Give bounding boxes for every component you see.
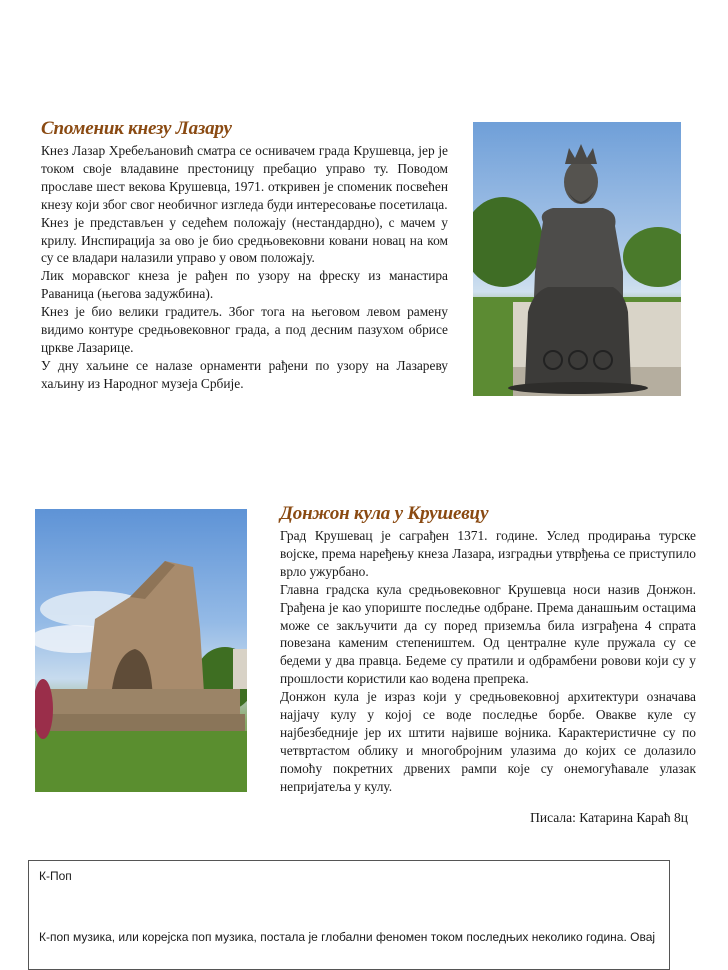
donjon-heading: Донжон кула у Крушевцу: [280, 503, 489, 524]
lazar-paragraph: Лик моравског кнеза је рађен по узору на фреску из манастира Раваница (његова задужбина).: [41, 268, 448, 302]
lazar-paragraph: Кнез је представљен у седећем положају (нестандардно), с мачем у крилу. Инспирација за ово је био средњовековни ковани новац на ком су се владари налазили управо у овом положају.: [41, 214, 448, 266]
kpop-text-box: [28, 860, 670, 970]
lazar-heading: Споменик кнезу Лазару: [41, 118, 232, 139]
kpop-title: К-Поп: [39, 869, 72, 883]
donjon-tower-photo: [35, 509, 247, 792]
tower-illustration: [35, 509, 247, 792]
lazar-section: [41, 118, 448, 393]
donjon-section: [280, 503, 696, 796]
statue-illustration: [473, 122, 681, 396]
author-signature: Писала: Катарина Караћ 8ц: [530, 810, 688, 825]
kpop-paragraph: К-поп музика, или корејска поп музика, постала је глобални феномен током последњих неколико година. Овај: [39, 930, 656, 944]
donjon-paragraph: Главна градска кула средњовековног Крушевца носи назив Донжон. Грађена је као упориште последње одбране. Према данашњим остацима може се закључити да су поред приземља била изграђена 4 спрата повезана каменим степеништем. Од централне куле пружала су се бедеми у два правца. Бедеме су пратили и одбрамбени ровови који су у прошлости користили као водена препрека.: [280, 581, 696, 687]
donjon-paragraph: Град Крушевац је саграђен 1371. године. Услед продирања турске војске, према наређењу кнеза Лазара, изградњи утврђења се приступило врло ужурбано.: [280, 528, 696, 579]
lazar-paragraph: У дну хаљине се налазе орнаменти рађени по узору на Лазареву хаљину из Народног музеја Србије.: [41, 357, 448, 391]
lazar-body: [41, 142, 448, 393]
donjon-body: [280, 527, 696, 796]
lazar-statue-photo: [473, 122, 681, 396]
lazar-paragraph: Кнез Лазар Хребељановић сматра се оснивачем града Крушевца, јер је током своје владавине престоницу пребацио управо ту. Поводом прославе шест векова Крушевца, 1971. откривен је споменик посвећен кнезу који због свог необичног изгледа буди интересовање посетилаца.: [41, 143, 448, 212]
donjon-paragraph: Донжон кула је израз који у средњовековној архитектури означава најјачу кулу у којој се воде последње борбе. Овакве куле су најбезбедније јер их штити највише војника. Карактеристичне су по четвртастом облику и многобројним улазима до којих се долазило помоћу покретних дрвених рампи које су онемогућавале улазак непријатеља у кулу.: [280, 689, 696, 794]
lazar-paragraph: Кнез је био велики градитељ. Због тога на његовом левом рамену видимо контуре средњовековног града, а под десним пазухом обрисе цркве Лазарице.: [41, 304, 448, 355]
